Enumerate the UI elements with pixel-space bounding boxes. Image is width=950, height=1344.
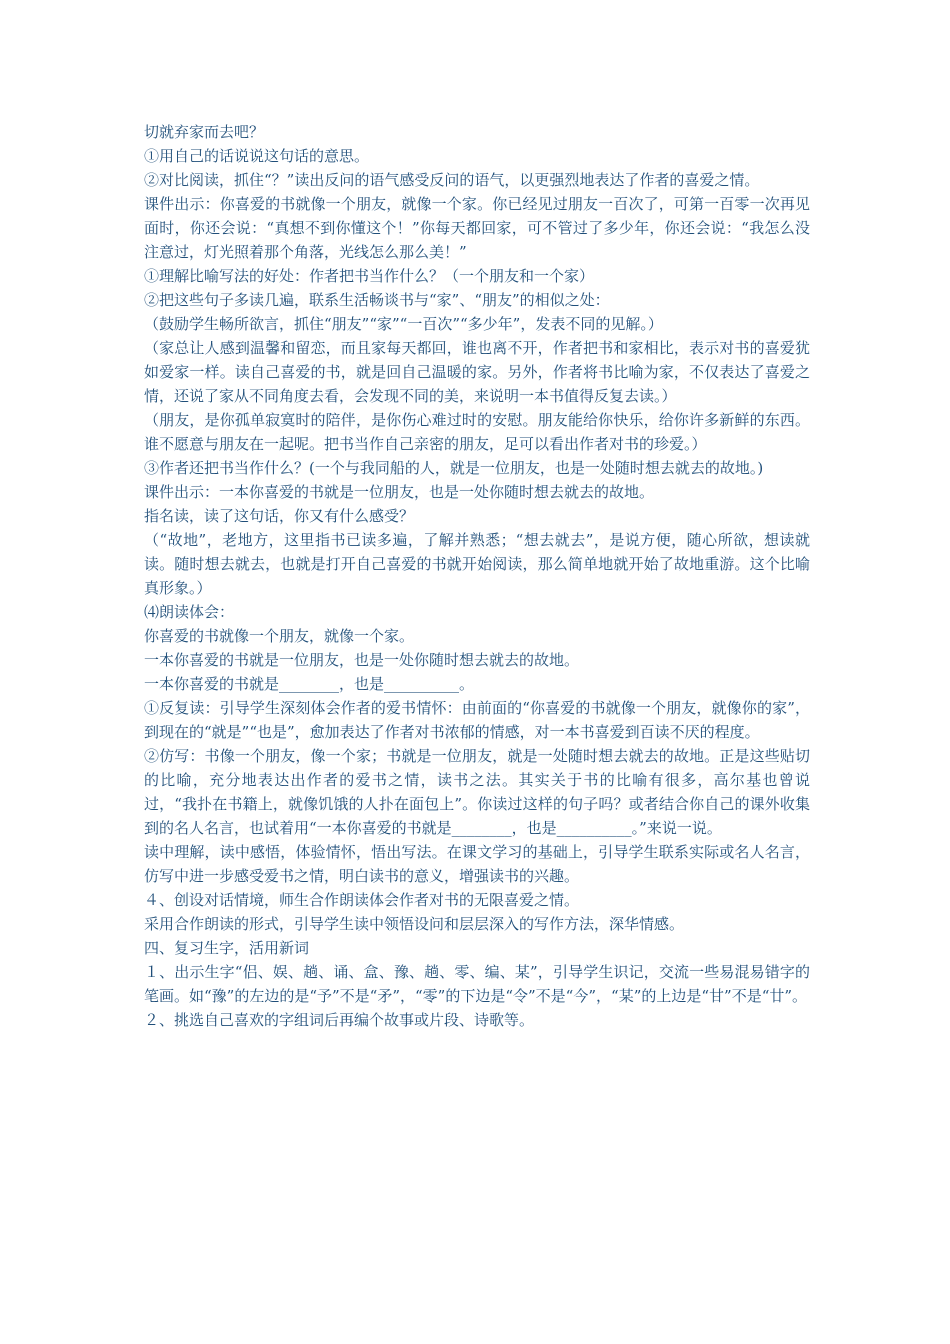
paragraph-7: （鼓励学生畅所欲言，抓住“朋友”“家”“一百次”“多少年”，发表不同的见解。） — [144, 315, 663, 333]
paragraph-20: 读中理解，读中感悟，体验情怀，悟出写法。在课文学习的基础上，引导学生联系实际或名人名言，仿写中进一步感受爱书之情，明白读书的意义，增强读书的兴趣。 — [144, 843, 810, 885]
paragraph-23: 四、复习生字，活用新词 — [144, 939, 310, 957]
paragraph-3: ②对比阅读，抓住“？”读出反问的语气感受反问的语气，以更强烈地表达了作者的喜爱之情。 — [144, 171, 760, 189]
paragraph-15: 你喜爱的书就像一个朋友，就像一个家。 — [144, 627, 415, 645]
paragraph-6: ②把这些句子多读几遍，联系生活畅谈书与“家”、“朋友”的相似之处： — [144, 291, 610, 309]
paragraph-10: ③作者还把书当作什么？(一个与我同船的人，就是一位朋友，也是一处随时想去就去的故地。) — [144, 459, 764, 477]
paragraph-11: 课件出示：一本你喜爱的书就是一位朋友，也是一处你随时想去就去的故地。 — [144, 483, 655, 501]
paragraph-21: ４、创设对话情境，师生合作朗读体会作者对书的无限喜爱之情。 — [144, 891, 580, 909]
paragraph-16: 一本你喜爱的书就是一位朋友，也是一处你随时想去就去的故地。 — [144, 651, 580, 669]
paragraph-9: （朋友，是你孤单寂寞时的陪伴，是你伤心难过时的安慰。朋友能给你快乐，给你许多新鲜的东西。谁不愿意与朋友在一起呢。把书当作自己亲密的朋友，足可以看出作者对书的珍爱。） — [144, 411, 810, 453]
paragraph-8: （家总让人感到温馨和留恋，而且家每天都回，谁也离不开，作者把书和家相比，表示对书的喜爱犹如爱家一样。读自己喜爱的书，就是回自己温暖的家。另外，作者将书比喻为家，不仅表达了喜爱之情，还说了家从不同角度去看，会发现不同的美，来说明一本书值得反复去读。） — [144, 339, 810, 405]
paragraph-24: １、出示生字“侣、娱、趟、诵、盒、豫、趟、零、编、某”，引导学生识记，交流一些易混易错字的笔画。如“豫”的左边的是“予”不是“矛”，“零”的下边是“令”不是“今”，“某”的上边是“甘”不是“廿”。 — [144, 963, 810, 1005]
paragraph-17: 一本你喜爱的书就是________，也是__________。 — [144, 675, 475, 693]
document-page — [144, 120, 810, 1032]
paragraph-4: 课件出示：你喜爱的书就像一个朋友，就像一个家。你已经见过朋友一百次了，可第一百零一次再见面时，你还会说：“真想不到你懂这个！”你每天都回家，可不管过了多少年，你还会说：“我怎么没注意过，灯光照着那个角落，光线怎么那么美！” — [144, 195, 810, 261]
paragraph-19: ②仿写：书像一个朋友，像一个家；书就是一位朋友，就是一处随时想去就去的故地。正是这些贴切的比喻，充分地表达出作者的爱书之情，读书之法。其实关于书的比喻有很多，高尔基也曾说过，“我扑在书籍上，就像饥饿的人扑在面包上”。你读过这样的句子吗？或者结合你自己的课外收集到的名人名言，也试着用“一本你喜爱的书就是________，也是__________。”来说一说。 — [144, 747, 810, 837]
paragraph-25: ２、挑选自己喜欢的字组词后再编个故事或片段、诗歌等。 — [144, 1011, 535, 1029]
paragraph-13: （“故地”，老地方，这里指书已读多遍，了解并熟悉；“想去就去”，是说方便，随心所欲，想读就读。随时想去就去，也就是打开自己喜爱的书就开始阅读，那么简单地就开始了故地重游。这个比喻真形象。） — [144, 531, 810, 597]
paragraph-12: 指名读，读了这句话，你又有什么感受？ — [144, 507, 415, 525]
paragraph-5: ①理解比喻写法的好处：作者把书当作什么？（一个朋友和一个家） — [144, 267, 595, 285]
paragraph-22: 采用合作朗读的形式，引导学生读中领悟设问和层层深入的写作方法，深华情感。 — [144, 915, 685, 933]
paragraph-1: 切就弃家而去吧？ — [144, 123, 265, 141]
paragraph-2: ①用自己的话说说这句话的意思。 — [144, 147, 370, 165]
paragraph-14: ⑷朗读体会： — [144, 603, 235, 621]
paragraph-18: ①反复读：引导学生深刻体会作者的爱书情怀：由前面的“你喜爱的书就像一个朋友，就像你的家”，到现在的“就是”“也是”，愈加表达了作者对书浓郁的情感，对一本书喜爱到百读不厌的程度。 — [144, 699, 810, 741]
